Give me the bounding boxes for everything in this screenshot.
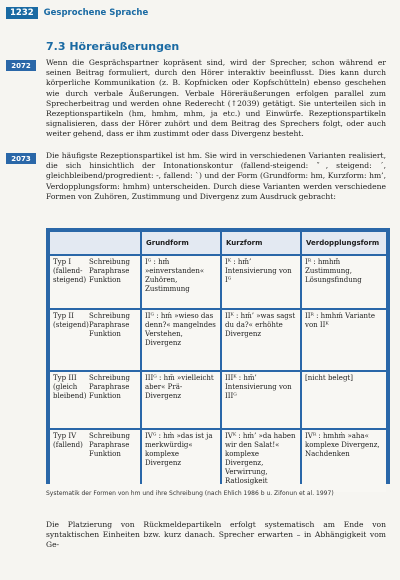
page-number: 1232 [6,7,38,19]
hm-variants-table [46,228,390,484]
table-row-head [50,372,140,428]
row-field-labels: Schreibung Paraphrase Funktion [89,312,130,338]
page-header [6,6,394,20]
row-type-label: Typ I (fallend-steigend) [53,258,87,284]
table-cell: IIIᴳ : hm̄ »vielleicht aber« Prä-Divergenz [142,372,220,428]
row-field-labels: Schreibung Paraphrase Funktion [89,432,130,458]
paragraph-2072: Wenn die Gesprächspartner kopräsent sind, wird der Sprecher, schon während er seinen Beitrag formuliert, durch den Hörer interaktiv beeinflusst. Dies kann durch körperliche Kommunikation (z. B. Kopfnicken oder Kopfschütteln) ebenso geschehen wie durch verbale Äußerungen. Verbale Höreräußerungen erfolgen parallel zum Sprecherbeitrag und werden ohne Rederecht (↑2039) getätigt. Sie unterteilen sich in Rezeptionspartikeln (hm, hmhm, mhm, ja etc.) und Einwürfe. Rezeptionspartikeln signalisieren, dass der Hörer zuhört und dem Beitrag des Sprechers folgt, oder auch weiter gehend, dass er ihm zustimmt oder dass Divergenz besteht. [46,58,386,139]
table-cell: Iᴿ : hmhm̌ Zustimmung, Lösungsfindung [302,256,386,308]
table-cell: IIᴳ : hḿ »wieso das denn?« mangelndes Verstehen, Divergenz [142,310,220,370]
table-cell: IIIᴷ : hm̄’ Intensivierung von IIIᴳ [222,372,300,428]
table-cell: IVᴷ : hm̀’ »da haben wir den Salat!« komplexe Divergenz, Verwirrung, Ratlosigkeit [222,430,300,492]
table-header-verdopplungsform: Verdopplungsform [302,232,386,254]
row-type-label: Typ II (steigend) [53,312,89,329]
table-cell: Iᴷ : hm̌’ Intensivierung von Iᴳ [222,256,300,308]
table-caption: Systematik der Formen von hm und ihre Schreibung (nach Ehlich 1986 b u. Zifonun et al. 1997) [46,490,334,497]
table-row-head [50,430,140,492]
table-cell: IVᴳ : hm̀ »das ist ja merkwürdig« komplexe Divergenz [142,430,220,492]
table-cell: [nicht belegt] [302,372,386,428]
table-cell: Iᴳ : hm̌ »einverstanden« Zuhören, Zustimmung [142,256,220,308]
table-cell: IIᴿ : hmhḿ Variante von IIᴷ [302,310,386,370]
row-type-label: Typ IV (fallend) [53,432,83,449]
paragraph-number-badge: 2073 [6,153,36,164]
table-row-head [50,256,140,308]
running-title: Gesprochene Sprache [43,8,149,18]
table-header-kurzform: Kurzform [222,232,300,254]
table-header-grundform: Grundform [142,232,220,254]
table-cell: IIᴷ : hḿ’ »was sagst du da?« erhöhte Divergenz [222,310,300,370]
table-row-head [50,310,140,370]
paragraph-number-badge: 2072 [6,60,36,71]
table-header-empty [50,232,140,254]
bottom-paragraph: Die Platzierung von Rückmeldepartikeln erfolgt systematisch am Ende von syntaktischen Einheiten bzw. kurz danach. Sprecher erwarten – in Abhängigkeit vom Ge- [46,520,386,550]
row-type-label: Typ III (gleich bleibend) [53,374,87,400]
row-field-labels: Schreibung Paraphrase Funktion [89,258,130,284]
table-cell: IVᴿ : hmhm̀ »aha« komplexe Divergenz, Nachdenken [302,430,386,492]
paragraph-2073: Die häufigste Rezeptionspartikel ist hm. Sie wird in verschiedenen Varianten realisiert, die sich hinsichtlich der Intonationskontur (fallend-steigend: ˇ, steigend: ´, gleichbleibend/progredient: -, fallend: `) und der Form (Grundform: hm, Kurzform: hm’, Verdopplungsform: hmhm) unterscheiden. Durch diese Varianten werden verschiedene Formen von Zuhören, Zustimmung und Divergenz zum Ausdruck gebracht: [46,151,386,201]
row-field-labels: Schreibung Paraphrase Funktion [89,374,130,400]
section-title: 7.3 Höreräußerungen [46,40,180,53]
